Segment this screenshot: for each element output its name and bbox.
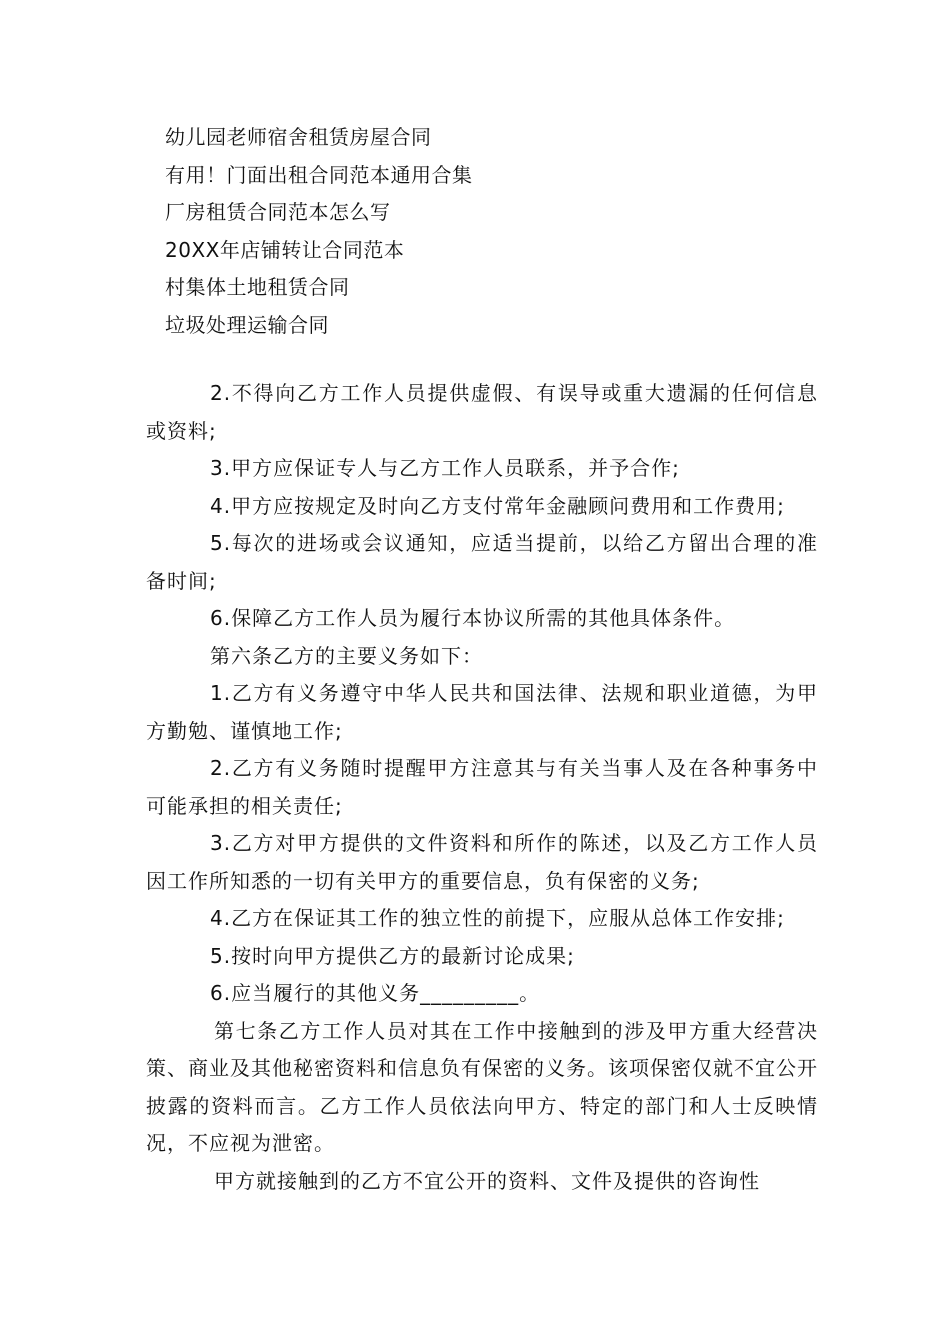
- paragraph: 6.应当履行的其他义务_________。: [210, 981, 541, 1005]
- paragraph: 2.乙方有义务随时提醒甲方注意其与有关当事人及在各种事务中可能承担的相关责任;: [146, 756, 818, 818]
- article-paragraph: 第七条乙方工作人员对其在工作中接触到的涉及甲方重大经营决策、商业及其他秘密资料和信息负有保密的义务。该项保密仅就不宜公开披露的资料而言。乙方工作人员依法向甲方、特定的部门和人士反映情况，不应视为泄密。: [146, 1018, 818, 1155]
- paragraph: 2.不得向乙方工作人员提供虚假、有误导或重大遗漏的任何信息或资料;: [146, 381, 818, 443]
- paragraph: 1.乙方有义务遵守中华人民共和国法律、法规和职业道德，为甲方勤勉、谨慎地工作;: [146, 681, 818, 743]
- paragraph: 5.按时向甲方提供乙方的最新讨论成果;: [210, 943, 575, 968]
- related-link-item[interactable]: 有用！门面出租合同范本通用合集: [165, 162, 473, 187]
- contract-body: [146, 375, 818, 1200]
- related-link-item[interactable]: 20XX年店铺转让合同范本: [165, 237, 405, 262]
- related-link-item[interactable]: 村集体土地租赁合同: [165, 275, 350, 299]
- paragraph: 5.每次的进场或会议通知，应适当提前，以给乙方留出合理的准备时间;: [146, 531, 818, 593]
- related-links-list: [165, 119, 865, 344]
- paragraph: 3.甲方应保证专人与乙方工作人员联系，并予合作;: [210, 456, 680, 480]
- paragraph: 3.乙方对甲方提供的文件资料和所作的陈述，以及乙方工作人员因工作所知悉的一切有关甲方的重要信息，负有保密的义务;: [146, 831, 818, 893]
- paragraph: 4.甲方应按规定及时向乙方支付常年金融顾问费用和工作费用;: [210, 493, 785, 518]
- related-link-item[interactable]: 幼儿园老师宿舍租赁房屋合同: [165, 125, 432, 149]
- article-heading: 第六条乙方的主要义务如下：: [210, 643, 483, 668]
- paragraph: 6.保障乙方工作人员为履行本协议所需的其他具体条件。: [210, 606, 736, 630]
- related-link-item[interactable]: 厂房租赁合同范本怎么写: [165, 200, 391, 224]
- related-link-item[interactable]: 垃圾处理运输合同: [165, 312, 329, 337]
- paragraph: 4.乙方在保证其工作的独立性的前提下，应服从总体工作安排;: [210, 906, 785, 930]
- paragraph: 甲方就接触到的乙方不宜公开的资料、文件及提供的咨询性: [214, 1168, 760, 1193]
